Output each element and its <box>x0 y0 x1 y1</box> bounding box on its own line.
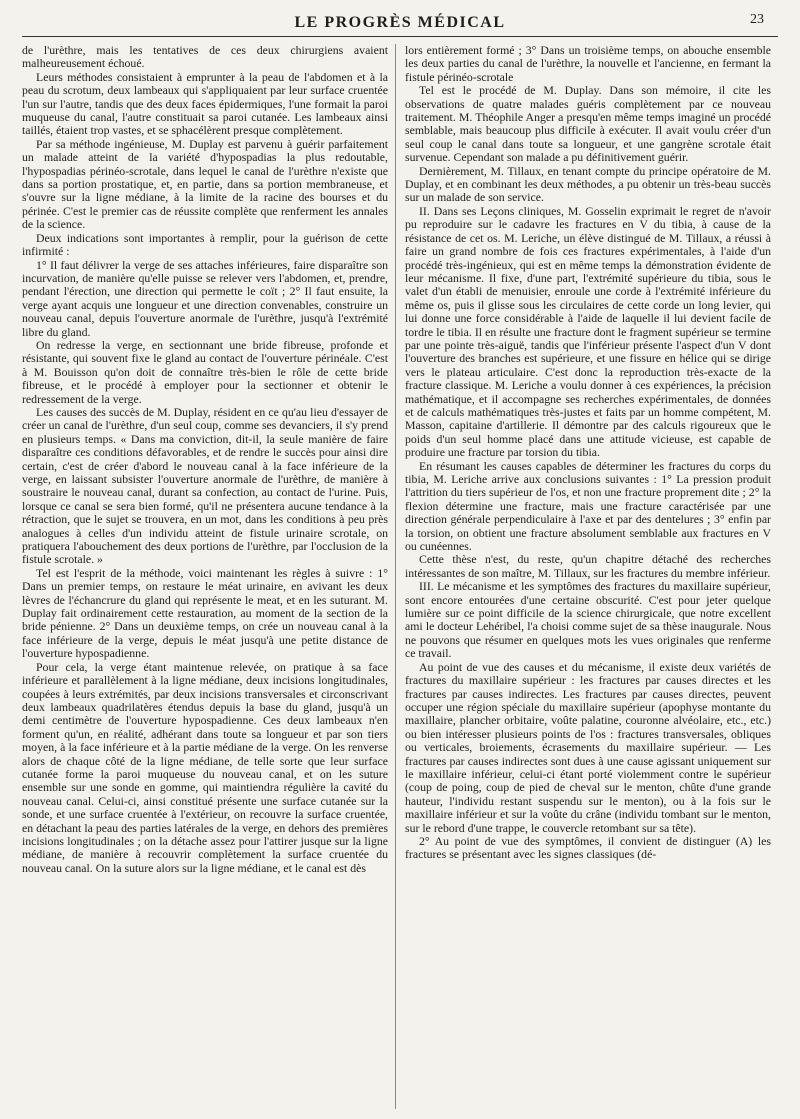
paragraph: En résumant les causes capables de déterminer les fractures du corps du tibia, M. Leriche arrive aux conclusions suivantes : 1° La pression produit l'attrition du tiers supérieur de l'os, et non une fracture proprement dite ; 2° la flexion détermine une fracture, mais une fracture caractérisée par une direction générale perpendiculaire à l'axe et par des dentelures ; 3° enfin par la torsion, on obtient une fracture absolument semblable aux fractures en V ou cunéennes. <box>405 458 771 554</box>
journal-title: LE PROGRÈS MÉDICAL <box>294 14 506 31</box>
paragraph: de l'urèthre, mais les tentatives de ces deux chirurgiens avaient malheureusement échoué. <box>22 44 388 71</box>
page-number: 23 <box>750 12 764 27</box>
paragraph: Tel est l'esprit de la méthode, voici maintenant les règles à suivre : 1° Dans un premier temps, on restaure le méat urinaire, en avivant les deux lèvres de l'échancrure du gland qui représente le meat, et en les suturant. M. Duplay fait ordinairement cette restauration, au moment de la section de la bride pénienne. 2° Dans un deuxième temps, on crée un nouveau canal à la face inférieure de la verge, depuis le méat jusqu'à une petite distance de l'ouverture hypospadienne. <box>22 565 388 661</box>
right-column <box>405 44 771 1114</box>
paragraph: Tel est le procédé de M. Duplay. Dans son mémoire, il cite les observations de quatre malades guéris complètement par ce nouveau traitement. M. Théophile Anger a presqu'en même temps imaginé un procédé semblable, mais beaucoup plus difficile à exécuter. Il avait voulu créer d'un seul coup le canal dans toute sa longueur, et une gangrène scrotale était survenue. Cependant son malade a pu définitivement guérir. <box>405 83 771 165</box>
paragraph: 1° Il faut délivrer la verge de ses attaches inférieures, faire disparaître son incurvation, de manière qu'elle puisse se relever vers l'abdomen, et, prendre, pendant l'érection, une direction qui permette le coït ; 2° Il faut ensuite, la verge ayant acquis une longueur et une direction convenables, construire un nouveau canal, depuis l'ouverture anormale de l'urèthre, jusqu'à l'extrémité libre du gland. <box>22 257 388 339</box>
header-rule <box>22 36 778 37</box>
paragraph: Au point de vue des causes et du mécanisme, il existe deux variétés de fractures du maxillaire supérieur : les fractures par causes directes et les fractures par causes indirectes. Les fractures par causes directes, peuvent occuper une région spéciale du maxillaire supérieur (apophyse montante du maxillaire, plancher orbitaire, voûte palatine, couronne alvéolaire, etc., etc.) ou bien intéresser plusieurs points de l'os : fractures transversales, obliques ou verticales, broiements, écrasements du maxillaire supérieur. — Les fractures par causes indirectes sont dues à une cause agissant uniquement sur le maxillaire inférieur, celui-ci étant porté violemment contre le supérieur (coup de poing, coup de pied de cheval sur le menton, chûte d'une grande hauteur, l'individu restant suspendu sur le menton), ou à la fois sur le maxillaire inférieur et sur la voûte du crâne (individu tombant sur le menton, sur le rebord d'une trappe, le couvercle retombant sur sa tête). <box>405 659 771 835</box>
left-column <box>22 44 388 1114</box>
paragraph: Pour cela, la verge étant maintenue relevée, on pratique à sa face inférieure et parallèlement à la ligne médiane, deux incisions longitudinales, coupées à leurs extrémités, par deux incisions transversales et circonscrivant deux lambeaux quadrilatères étendus depuis la base du gland, jusqu'à un demi centimètre de l'ouverture hypospadienne. Ces deux lambeaux n'en forment qu'un, en réalité, adhérant dans toute sa longueur et par son tiers moyen, à la face inférieure et à la partie médiane de la verge. On les renverse alors de chaque côté de la ligne médiane, de telle sorte que leur surface cutanée forme la paroi muqueuse du nouveau canal, et on les suture ensemble sur une sonde en gomme, qui maintiendra régulière la cavité du nouveau canal. Celui-ci, ainsi constitué présente une surface cutanée sur la sonde, et une surface cruentée à l'extérieur, on recouvre la surface cruentée, en détachant la peau des parties latérales de la verge, en dehors des premières incisions longitudinales ; on la détache assez pour l'attirer jusque sur la ligne médiane, de manière à recouvrir complètement la surface cruentée du nouveau canal. On la suture alors sur la ligne médiane, et le canal est dès <box>22 659 388 875</box>
paragraph: Dernièrement, M. Tillaux, en tenant compte du principe opératoire de M. Duplay, et en combinant les deux méthodes, a pu obtenir un très-beau succès sur un malade de son service. <box>405 163 771 205</box>
paragraph: Par sa méthode ingénieuse, M. Duplay est parvenu à guérir parfaitement un malade atteint de la variété d'hypospadias la plus redoutable, l'hypospadias périnéo-scrotale, dans lequel le canal de l'urèthre n'existe que dans sa portion prostatique, et, en partie, dans sa portion membraneuse, et s'ouvre sur la ligne médiane, à la limite de la racine des bourses et du périnée. C'est le premier cas de réussite complète que renferment les annales de la science. <box>22 136 388 232</box>
paragraph: II. Dans ses Leçons cliniques, M. Gosselin exprimait le regret de n'avoir pu reproduire sur le cadavre les fractures en V du tibia, à cause de la résistance de cet os. M. Leriche, un élève distingué de M. Tillaux, a réussi à faire un grand nombre de fois ces fractures expérimentales, à l'aide d'un procédé très-ingénieux, qui est en même temps la démonstration évidente de leur mécanisme. Il fixe, d'une part, l'extrémité supérieure du tibia, sous le valet d'un établi de menuisier, enroule une corde à l'extrémité inférieure du même os, puis il glisse sous les circulaires de cette corde un long levier, qui lui donne une force considérable à l'aide de laquelle il lui devient facile de tordre le tibia. Il en résulte une fracture dont le fragment supérieur se termine par une pointe très-aiguë, tandis que l'inférieur présente l'aspect d'un V dont l'ouverture des branches est supérieure, et une fissure en hélice qui se dirige vers le plateau articulaire. C'est donc la reproduction très-exacte de la fracture classique. M. Leriche a voulu donner à ces expériences, la précision mathématique, et il accompagne ses recherches expérimentales, de données et de calculs mathématiques très-justes et faits par un homme compétent, M. Masson, capitaine d'artillerie. Il démontre par des calculs rigoureux que le poids d'un seul homme placé dans une attitude vicieuse, est capable de produire une fracture par torsion du tibia. <box>405 203 771 460</box>
paragraph: Les causes des succès de M. Duplay, résident en ce qu'au lieu d'essayer de créer un canal de l'urèthre, d'un seul coup, comme ses devanciers, il s'y prend en plusieurs temps. « Dans ma conviction, dit-il, la seule manière de faire disparaître ces conditions défavorables, et de rendre le succès pour ainsi dire certain, c'est de créer d'abord le nouveau canal à la face inférieure de la verge, en laissant subsister l'ouverture anormale de l'urèthre, de manière à soustraire le nouveau canal, durant sa confection, au contact de l'urine. Puis, lorsque ce canal se sera bien formé, qu'il ne présentera aucune tendance à la rétraction, que le sujet se trouvera, en un mot, dans les conditions à peu près analogues à celles d'un individu atteint de fistule urinaire scrotale, on pratiquera l'abouchement des deux portions de l'urèthre, par l'occlusion de la fistule scrotale. » <box>22 404 388 567</box>
paragraph: Deux indications sont importantes à remplir, pour la guérison de cette infirmité : <box>22 230 388 259</box>
paragraph: Leurs méthodes consistaient à emprunter à la peau de l'abdomen et à la peau du scrotum, deux lambeaux qui s'appliquaient par leur surface cruentée l'un sur l'autre, tandis que des deux faces épidermiques, l'une formait la paroi muqueuse du canal, l'autre constituait sa paroi cutanée. Les lambeaux ainsi taillés, étaient trop vastes, et se sphacélèrent presque complètement. <box>22 69 388 138</box>
page-header <box>22 8 778 36</box>
column-divider <box>395 44 396 1109</box>
paragraph: Cette thèse n'est, du reste, qu'un chapitre détaché des recherches intéressantes de son maître, M. Tillaux, sur les fractures du membre inférieur. <box>405 552 771 580</box>
paragraph: 2° Au point de vue des symptômes, il convient de distinguer (A) les fractures se présentant avec les signes classiques (dé- <box>405 833 771 862</box>
paragraph: lors entièrement formé ; 3° Dans un troisième temps, on abouche ensemble les deux parties du canal de l'urèthre, la nouvelle et l'ancienne, en fermant la fistule périnéo-scrotale <box>405 44 771 84</box>
paragraph: III. Le mécanisme et les symptômes des fractures du maxillaire supérieur, sont encore entourées d'une certaine obscurité. C'est pour jeter quelque lumière sur ce point difficile de la science chirurgicale, que notre excellent ami le docteur Lehéribel, l'a choisi comme sujet de sa thèse inaugurale. Nous ne pouvons que résumer en quelques mots les vues originales que renferme ce travail. <box>405 579 771 661</box>
paragraph: On redresse la verge, en sectionnant une bride fibreuse, profonde et résistante, qui souvent fixe le gland au contact de l'ouverture périnéale. C'est à M. Bouisson qu'on doit de connaître très-bien le rôle de cette bride fibreuse, et le procédé à employer pour la sectionner et obtenir le redressement de la verge. <box>22 337 388 406</box>
